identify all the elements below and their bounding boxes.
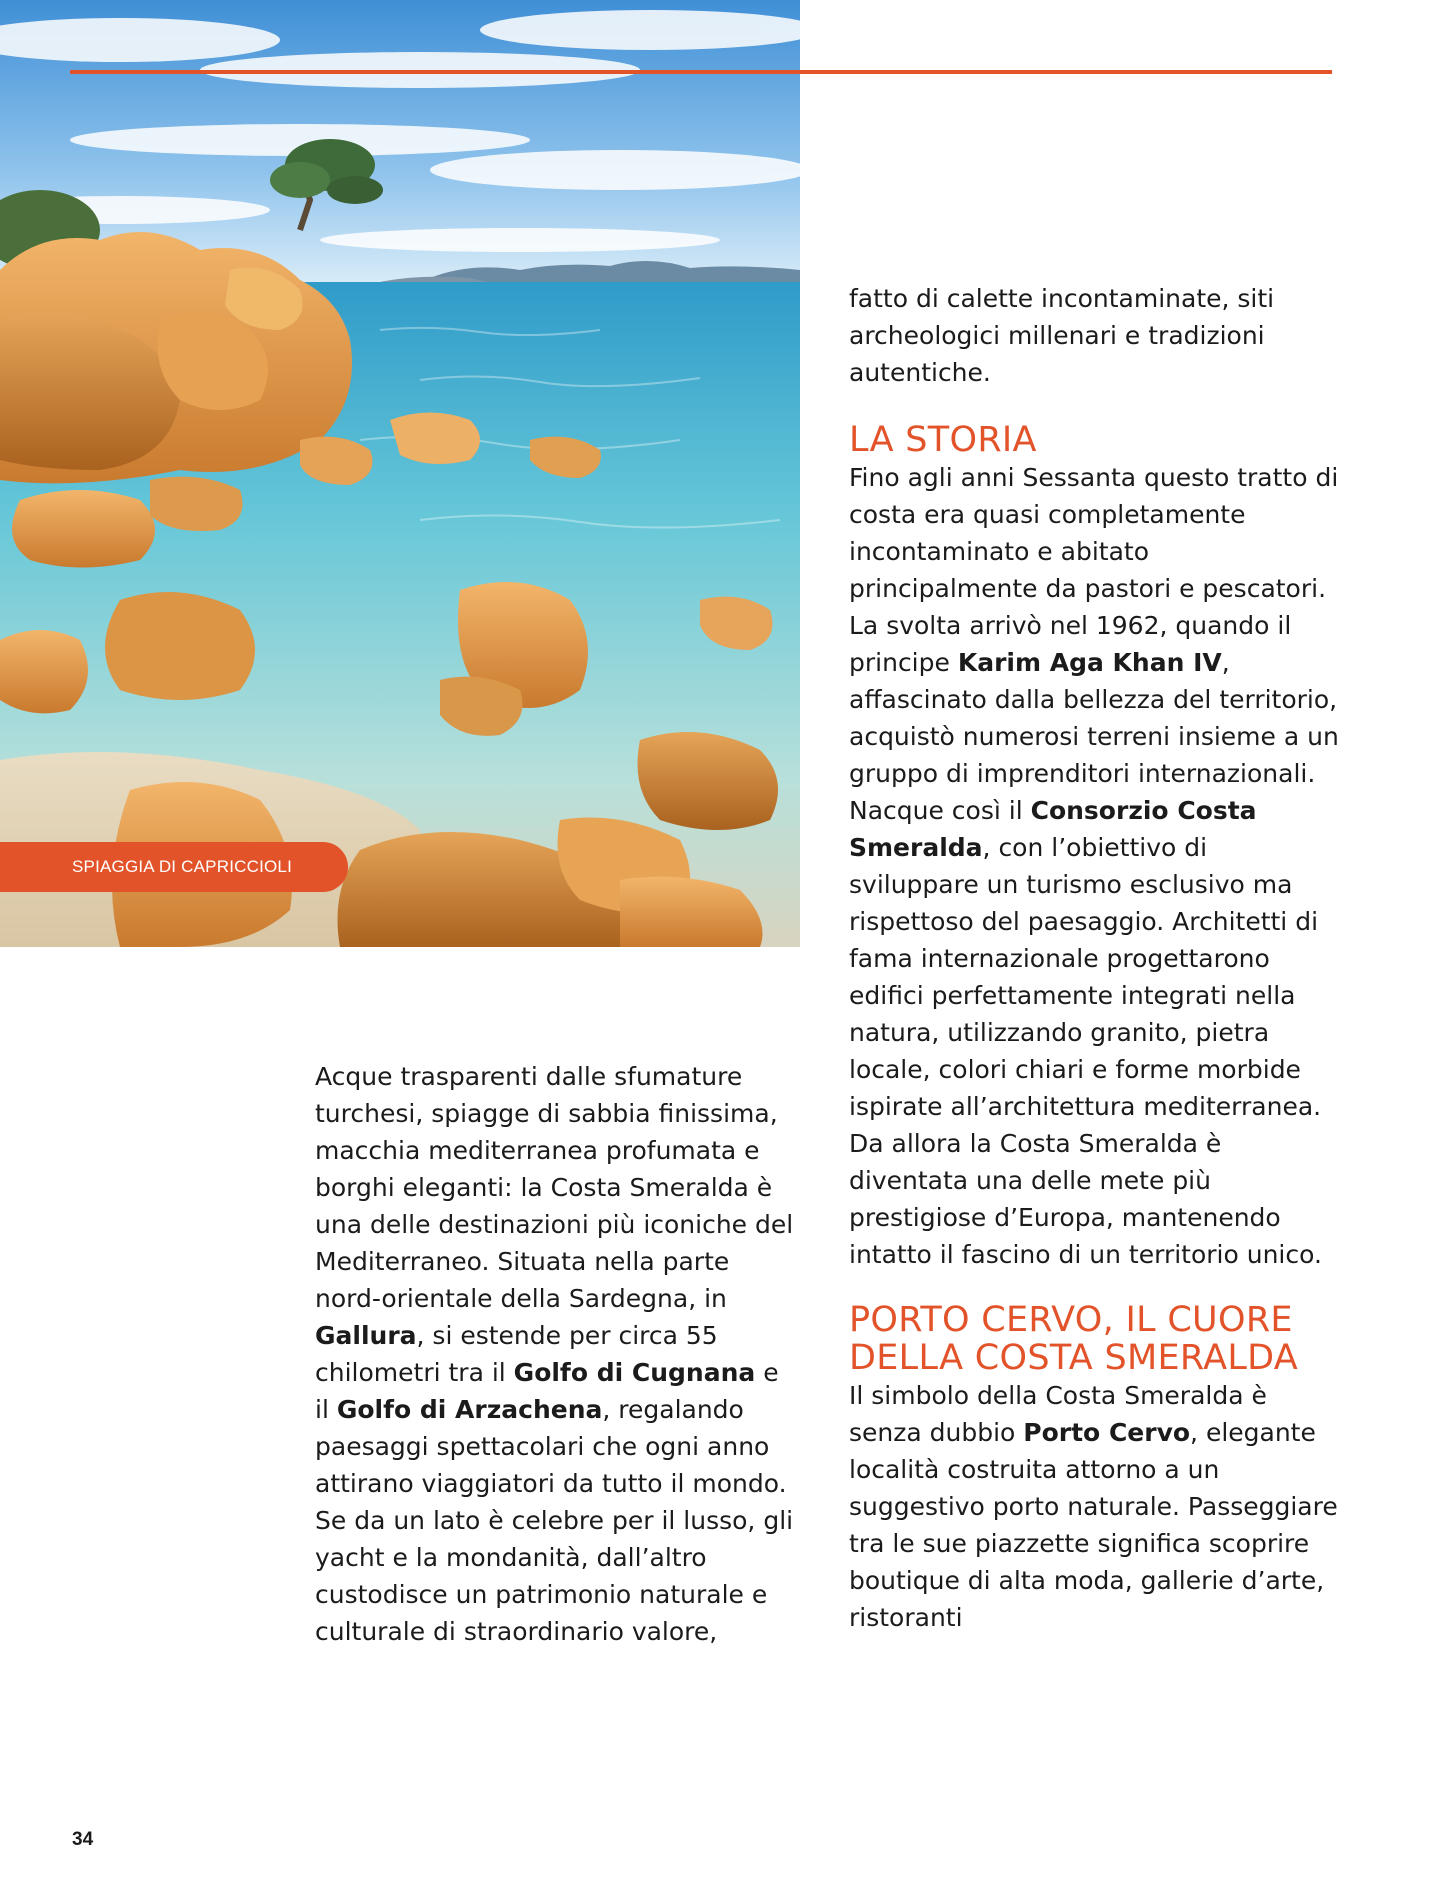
bold-gallura: Gallura: [315, 1321, 417, 1350]
bold-porto-cervo: Porto Cervo: [1023, 1418, 1191, 1447]
bold-karim-aga-khan: Karim Aga Khan IV: [957, 648, 1222, 677]
intro-paragraph-continued: fatto di calette incontaminate, siti archeologici millenari e tradizioni autentiche.: [849, 284, 1275, 387]
hero-photo: [0, 0, 800, 947]
top-divider: [70, 70, 1332, 74]
beach-photo-illustration: [0, 0, 800, 947]
bold-golfo-di-cugnana: Golfo di Cugnana: [513, 1358, 756, 1387]
right-column: [849, 280, 1339, 1636]
storia-paragraph: Fino agli anni Sessanta questo tratto di costa era quasi completamente incontaminato e abitato principalmente da pastori e pescatori. La svolta arrivò nel 1962, quando il principe Karim Aga Khan IV, affascinato dalla bellezza del territorio, acquistò numerosi terreni insieme a un gruppo di imprenditori internazionali. Nacque così il Consorzio Costa Smeralda, con l’obiettivo di sviluppare un turismo esclusivo ma rispettoso del paesaggio. Architetti di fama internazionale progettarono edifici perfettamente integrati nella natura, utilizzando granito, pietra locale, colori chiari e forme morbide ispirate all’architettura mediterranea. Da allora la Costa Smeralda è diventata una delle mete più prestigiose d’Europa, mantenendo intatto il fascino di un territorio unico.: [849, 463, 1339, 1269]
section-heading-porto-cervo: PORTO CERVO, IL CUORE DELLA COSTA SMERALDA: [849, 1300, 1299, 1378]
intro-column: [315, 1058, 795, 1650]
section-heading-storia: LA STORIA: [849, 420, 1037, 460]
bold-consorzio-costa-smeralda: Consorzio Costa Smeralda: [849, 796, 1257, 862]
photo-caption: SPIAGGIA DI CAPRICCIOLI: [0, 842, 348, 892]
intro-paragraph: Acque trasparenti dalle sfumature turchesi, spiagge di sabbia finissima, macchia mediterranea profumata e borghi eleganti: la Costa Smeralda è una delle destinazioni più iconiche del Mediterraneo. Situata nella parte nord-orientale della Sardegna, in Gallura, si estende per circa 55 chilometri tra il Golfo di Cugnana e il Golfo di Arzachena, regalando paesaggi spettacolari che ogni anno attirano viaggiatori da tutto il mondo. Se da un lato è celebre per il lusso, gli yacht e la mondanità, dall’altro custodisce un patrimonio naturale e culturale di straordinario valore,: [315, 1062, 794, 1646]
porto-paragraph: Il simbolo della Costa Smeralda è senza dubbio Porto Cervo, elegante località costruita attorno a un suggestivo porto naturale. Passeggiare tra le sue piazzette significa scoprire boutique di alta moda, gallerie d’arte, ristoranti: [849, 1381, 1338, 1632]
page-number: 34: [72, 1829, 94, 1850]
bold-golfo-di-arzachena: Golfo di Arzachena: [336, 1395, 603, 1424]
